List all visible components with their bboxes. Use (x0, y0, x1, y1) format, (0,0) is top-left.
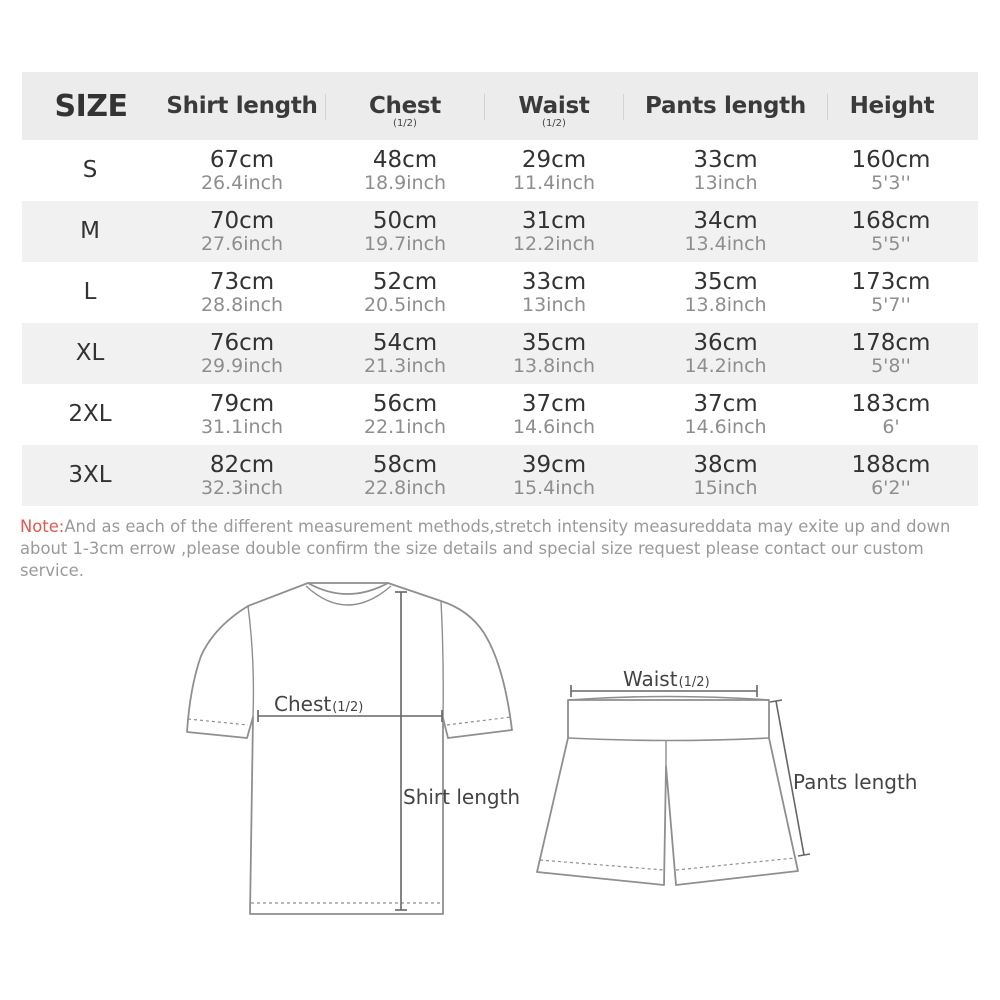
inch-value: 5'8'' (871, 355, 911, 377)
inch-value: 14.6inch (512, 416, 596, 438)
note-text: And as each of the different measurement methods,stretch intensity measureddata may exite up and down about 1-3cm errow ,please double confirm the size details and special size request please contact our custom service. (20, 517, 951, 580)
cm-value: 35cm (693, 269, 758, 295)
tshirt-illustration (187, 583, 512, 914)
inch-value: 6'2'' (871, 477, 911, 499)
cm-value: 160cm (851, 147, 931, 173)
cm-value: 48cm (372, 147, 438, 173)
size-label: 3XL (68, 462, 112, 488)
cm-value: 54cm (372, 330, 438, 356)
inch-value: 5'5'' (871, 233, 911, 255)
header-label: SIZE (54, 89, 128, 124)
cm-value: 36cm (693, 330, 758, 356)
cm-value: 52cm (372, 269, 438, 295)
inch-value: 31.1inch (200, 416, 284, 438)
cm-value: 29cm (521, 147, 587, 173)
inch-value: 6' (882, 416, 900, 438)
tshirt-outline (187, 583, 512, 914)
inch-value: 11.4inch (512, 172, 596, 194)
waist-label: Waist(1/2) (623, 667, 710, 691)
cm-value: 76cm (209, 330, 275, 356)
cm-value: 70cm (209, 208, 275, 234)
header-sublabel: (1/2) (393, 118, 417, 129)
cm-value: 168cm (851, 208, 931, 234)
cm-value: 35cm (521, 330, 587, 356)
cm-value: 39cm (521, 452, 587, 478)
size-label: 2XL (68, 401, 112, 427)
note-label: Note: (20, 517, 65, 536)
chest-label: Chest(1/2) (274, 692, 364, 716)
inch-value: 5'7'' (871, 294, 911, 316)
inch-value: 26.4inch (200, 172, 284, 194)
cm-value: 183cm (851, 391, 931, 417)
cm-value: 37cm (521, 391, 587, 417)
inch-value: 13.4inch (684, 233, 767, 255)
pants-length-tick-top (770, 700, 782, 702)
inch-value: 22.8inch (363, 477, 447, 499)
inch-value: 22.1inch (363, 416, 447, 438)
header-label: Pants length (645, 93, 806, 119)
header-label: Height (849, 93, 935, 119)
header-sublabel: (1/2) (542, 118, 566, 129)
cm-value: 79cm (209, 391, 275, 417)
cm-value: 33cm (521, 269, 587, 295)
cm-value: 37cm (693, 391, 758, 417)
inch-value: 15.4inch (512, 477, 596, 499)
inch-value: 15inch (693, 477, 758, 499)
cm-value: 38cm (693, 452, 758, 478)
inch-value: 13.8inch (684, 294, 767, 316)
cm-value: 33cm (693, 147, 758, 173)
inch-value: 29.9inch (200, 355, 284, 377)
shorts-outline (537, 700, 798, 885)
inch-value: 13inch (522, 294, 586, 316)
header-label: Chest (368, 93, 442, 119)
size-label: XL (75, 340, 105, 366)
inch-value: 12.2inch (512, 233, 596, 255)
cm-value: 58cm (372, 452, 438, 478)
inch-value: 19.7inch (363, 233, 447, 255)
size-label: L (83, 279, 97, 305)
inch-value: 28.8inch (200, 294, 284, 316)
inch-value: 13.8inch (512, 355, 596, 377)
inch-value: 14.6inch (684, 416, 767, 438)
inch-value: 32.3inch (200, 477, 284, 499)
shirt-length-label: Shirt length (403, 785, 521, 809)
shorts-illustration (537, 697, 798, 886)
pants-length-label: Pants length (793, 770, 918, 794)
inch-value: 5'3'' (871, 172, 911, 194)
inch-value: 13inch (693, 172, 758, 194)
size-label: S (82, 157, 98, 183)
cm-value: 31cm (521, 208, 587, 234)
inch-value: 18.9inch (363, 172, 447, 194)
header-label: Shirt length (166, 93, 318, 119)
cm-value: 56cm (372, 391, 438, 417)
cm-value: 67cm (209, 147, 275, 173)
cm-value: 173cm (851, 269, 931, 295)
header-label: Waist (518, 93, 590, 119)
cm-value: 73cm (209, 269, 275, 295)
cm-value: 34cm (693, 208, 758, 234)
inch-value: 14.2inch (684, 355, 767, 377)
inch-value: 27.6inch (200, 233, 284, 255)
inch-value: 21.3inch (363, 355, 447, 377)
cm-value: 188cm (851, 452, 931, 478)
cm-value: 82cm (209, 452, 275, 478)
size-label: M (80, 218, 100, 244)
cm-value: 50cm (372, 208, 438, 234)
pants-length-tick-bottom (798, 854, 810, 856)
inch-value: 20.5inch (363, 294, 447, 316)
cm-value: 178cm (851, 330, 931, 356)
